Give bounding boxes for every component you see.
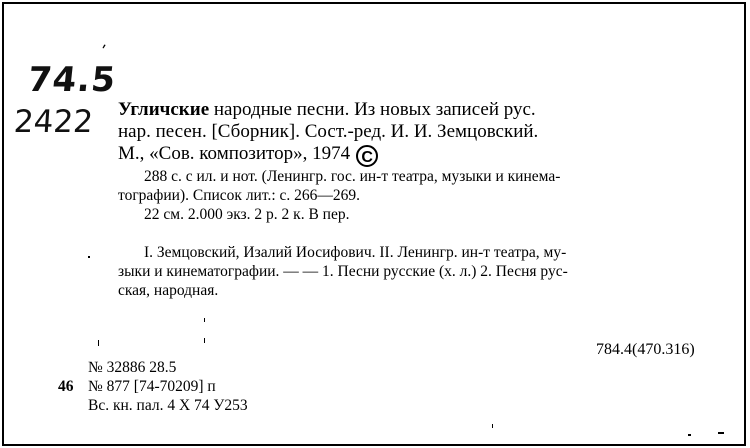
speck	[688, 434, 691, 436]
speck	[204, 318, 205, 322]
handwritten-shelfmark: 74.5	[25, 60, 118, 100]
registry-prefix: 46	[58, 378, 74, 395]
tracing-line-1: I. Земцовский, Изалий Иосифович. II. Ленингр. ин-т театра, му-	[144, 244, 567, 261]
tracing-line-3: ская, народная.	[118, 282, 219, 299]
speck	[88, 256, 90, 258]
description-line-3: 22 см. 2.000 экз. 2 р. 2 к. В пер.	[144, 206, 350, 223]
handwritten-number: 2422	[12, 104, 95, 140]
bibliographic-entry	[118, 99, 714, 167]
classification-number: 784.4(470.316)	[596, 341, 695, 358]
tracings	[118, 243, 714, 300]
speck	[718, 432, 724, 434]
tracing-line-2: зыки и кинематографии. — — 1. Песни русские (х. л.) 2. Песня рус-	[118, 263, 568, 280]
registry-line-1: № 32886 28.5	[88, 359, 177, 376]
registry-line-3: Вс. кн. пал. 4 X 74 У253	[88, 397, 248, 414]
registry-line-2	[58, 377, 248, 396]
entry-title: Угличские	[118, 99, 210, 120]
entry-line-3	[118, 143, 714, 167]
speck	[204, 338, 205, 343]
entry-line-1	[118, 99, 714, 121]
registry-line-2-text: № 877 [74-70209] п	[88, 378, 216, 395]
imprint: М., «Сов. композитор», 1974	[118, 143, 351, 164]
copyright-icon: C	[356, 145, 378, 167]
speck	[492, 424, 493, 428]
physical-description	[118, 167, 714, 224]
entry-line-2: нар. песен. [Сборник]. Сост.-ред. И. И. Земцовский.	[118, 121, 539, 142]
registry-numbers	[58, 358, 248, 415]
description-line-2: тографии). Список лит.: с. 266—269.	[118, 187, 361, 204]
entry-title-rest: народные песни. Из новых записей рус.	[209, 99, 536, 120]
pen-mark: ʹ	[96, 41, 108, 62]
description-line-1: 288 с. с ил. и нот. (Ленингр. гос. ин-т театра, музыки и кинема-	[144, 168, 561, 185]
speck	[98, 340, 99, 346]
